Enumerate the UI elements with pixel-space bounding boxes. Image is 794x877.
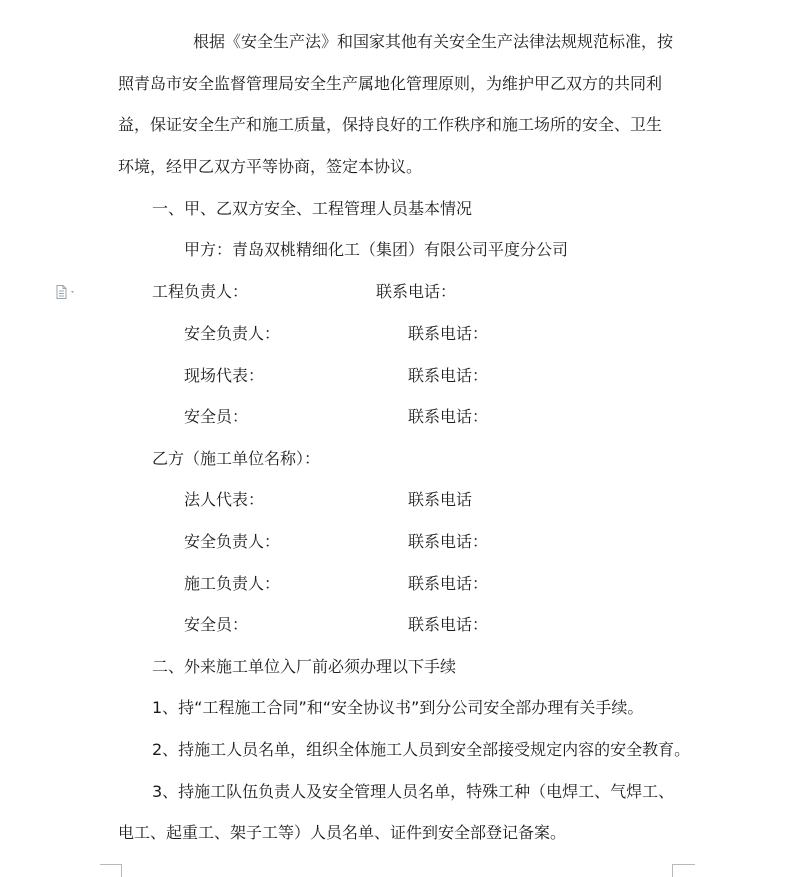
a-row-phone: 联系电话： (408, 366, 489, 385)
paragraph-icon[interactable] (56, 284, 78, 298)
a-row-label: 安全员： (184, 407, 249, 426)
b-row-label: 安全员： (184, 615, 249, 634)
page-margin-corner-left (100, 864, 122, 877)
intro-line-4: 环境，经甲乙双方平等协商，签定本协议。 (118, 157, 423, 176)
b-row-label: 安全负责人： (184, 532, 281, 551)
a-row-phone: 联系电话： (376, 282, 457, 301)
b-row-label: 施工负责人： (184, 574, 281, 593)
section2-heading: 二、外来施工单位入厂前必须办理以下手续 (152, 657, 457, 676)
a-row-label: 工程负责人： (152, 282, 249, 301)
intro-line-1: 根据《安全生产法》和国家其他有关安全生产法律法规规范标准，按 (193, 32, 674, 51)
b-row-phone: 联系电话： (408, 615, 489, 634)
a-row-label: 现场代表： (184, 366, 265, 385)
page-margin-corner-right (672, 864, 695, 877)
b-row-phone: 联系电话： (408, 532, 489, 551)
b-row-label: 法人代表： (184, 490, 265, 509)
a-row-phone: 联系电话： (408, 407, 489, 426)
party-a: 甲方：青岛双桃精细化工（集团）有限公司平度分公司 (184, 240, 569, 259)
intro-line-3: 益，保证安全生产和施工质量，保持良好的工作秩序和施工场所的安全、卫生 (118, 115, 663, 134)
section2-item-3-line-1: 3、持施工队伍负责人及安全管理人员名单，特殊工种（电焊工、气焊工、 (152, 782, 675, 801)
section2-item-3-line-2: 电工、起重工、架子工等）人员名单、证件到安全部登记备案。 (118, 823, 567, 842)
intro-line-2: 照青岛市安全监督管理局安全生产属地化管理原则，为维护甲乙双方的共同利 (118, 74, 663, 93)
section2-item-2: 2、持施工人员名单，组织全体施工人员到安全部接受规定内容的安全教育。 (152, 740, 691, 759)
a-row-label: 安全负责人： (184, 324, 281, 343)
section1-heading: 一、甲、乙双方安全、工程管理人员基本情况 (152, 199, 473, 218)
b-row-phone: 联系电话 (408, 490, 473, 509)
section2-item-1: 1、持“工程施工合同”和“安全协议书”到分公司安全部办理有关手续。 (152, 698, 644, 717)
a-row-phone: 联系电话： (408, 324, 489, 343)
b-row-phone: 联系电话： (408, 574, 489, 593)
party-b: 乙方（施工单位名称）： (152, 449, 321, 468)
